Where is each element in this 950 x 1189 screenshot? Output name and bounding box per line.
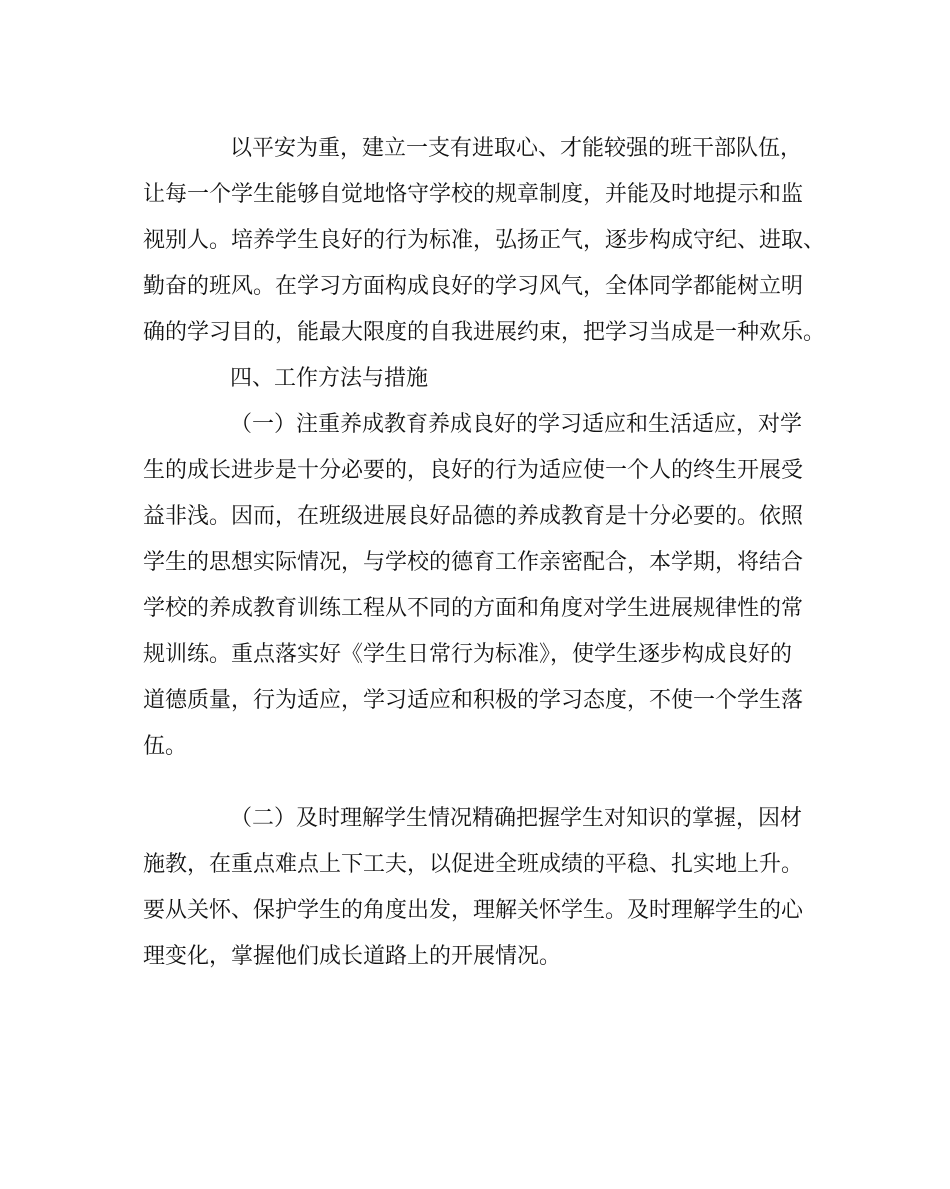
- paragraph-line: 道德质量，行为适应，学习适应和积极的学习态度，不使一个学生落: [143, 688, 804, 713]
- paragraph-line: 规训练。重点落实好《学生日常行为标准》，使学生逐步构成良好的: [143, 642, 793, 667]
- paragraph-line: 确的学习目的，能最大限度的自我进展约束，把学习当成是一种欢乐。: [143, 320, 826, 345]
- paragraph-line: 益非浅。因而，在班级进展良好品德的养成教育是十分必要的。依照: [143, 504, 804, 529]
- paragraph-line: 以平安为重，建立一支有进取心、才能较强的班干部队伍，: [230, 136, 803, 161]
- paragraph-line: （一）注重养成教育养成良好的学习适应和生活适应，对学: [230, 412, 803, 437]
- paragraph-line: 理变化，掌握他们成长道路上的开展情况。: [143, 944, 562, 969]
- paragraph-line: （二）及时理解学生情况精确把握学生对知识的掌握，因材: [230, 806, 803, 831]
- paragraph-line: 学生的思想实际情况，与学校的德育工作亲密配合，本学期，将结合: [143, 550, 804, 575]
- paragraph-line: 生的成长进步是十分必要的，良好的行为适应使一个人的终生开展受: [143, 458, 804, 483]
- paragraph-line: 视别人。培养学生良好的行为标准，弘扬正气，逐步构成守纪、进取、: [143, 228, 826, 253]
- paragraph-line: 伍。: [143, 734, 188, 759]
- paragraph-line: 要从关怀、保护学生的角度出发，理解关怀学生。及时理解学生的心: [143, 898, 804, 923]
- paragraph-line: 勤奋的班风。在学习方面构成良好的学习风气，全体同学都能树立明: [143, 274, 804, 299]
- paragraph-line: 施教，在重点难点上下工夫，以促进全班成绩的平稳、扎实地上升。: [143, 852, 804, 877]
- section-heading: 四、工作方法与措施: [230, 366, 429, 391]
- paragraph-line: 让每一个学生能够自觉地恪守学校的规章制度，并能及时地提示和监: [143, 182, 804, 207]
- paragraph-line: 学校的养成教育训练工程从不同的方面和角度对学生进展规律性的常: [143, 596, 804, 621]
